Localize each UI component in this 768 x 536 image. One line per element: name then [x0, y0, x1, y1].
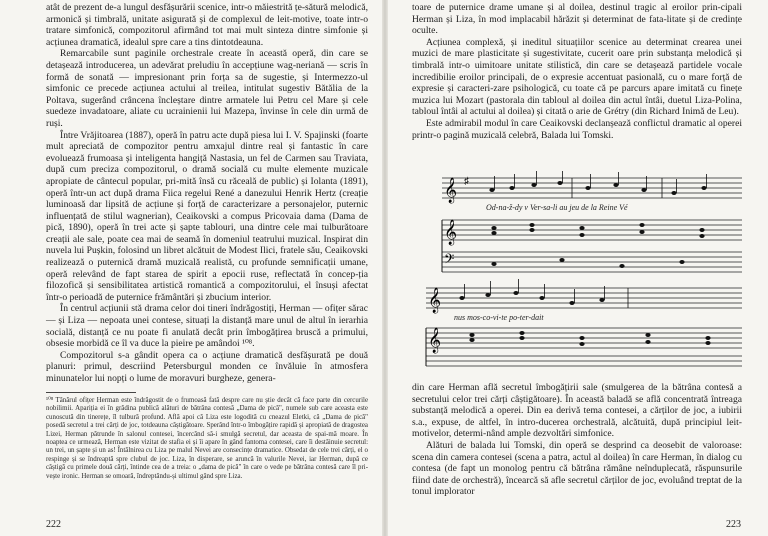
staff-voice-2: [426, 288, 742, 308]
right-page: [388, 0, 768, 536]
score-svg: [412, 170, 744, 370]
staff-piano-treble-1: [442, 220, 742, 240]
treble-clef-icon: 𝄞: [444, 219, 458, 244]
paragraph: În centrul acțiunii stă drama celor doi tineri îndrăgostiți, Herman — ofițer sărac — și Liza — nepoata unei contese, situați la distanță mare unul de altul în ierarhia socială, distanță ce nu poate fi anulată decât prin îmbogățirea bruscă a primului, obsesie morbidă ce îl va duce la pieire pe amândoi ¹⁰⁸.: [46, 303, 368, 350]
staff-piano-bass-2: [426, 356, 742, 366]
treble-clef-icon: 𝄞: [428, 327, 442, 352]
paragraph: Între Vrăjitoarea (1887), operă în patru acte după piesa lui I. V. Spajinski (foarte mult apreciată de compozitor pentru amxajul dintre real și fantastic în care evoluează frumoasa și inteligenta hangiță Nastasia, un fel de Carmen sau Traviata, după cum preciza compozitorul, o dramă socială cu multe elemente muzicale apropiate de cântecul popular, pri-mită însă cu răceală de public) și Iolanta (1891), operă într-un act după drama Fiica regelui René a danezului Henrik Hertz (creație luminoasă dar lipsită de acțiune și forță de caracterizare a personajelor, puternic influențată de stilul wagnerian), Ceaikovski a compus Pricovaia dama (Dama de pică, 1890), operă în trei acte și șapte tablouri, una dintre cele mai tulburătoare creații ale sale, poate cea mai de seamă în domeniul teatrului muzical. Inspirat din nuvela lui Pușkin, folosind un libret alcătuit de Modest Ilici, fratele său, Ceaikovski realizează o puternică dramă muzicală realistă, cu profunde semnificații umane, operă relevând de fapt starea de spirit a epocii ruse, reflectată în concep-ția filozofică și sensibilitatea artistică romantică a compozitorului, el însuși afectat într-o perioadă de puternice frământări și zbucium interior.: [46, 129, 368, 303]
paragraph: Alături de balada lui Tomski, din operă se desprind ca deosebit de valoroase: scena din camera contesei (scena a patra, actul al doilea) în care Herman, în dialog cu contesa (de fapt un monolog pentru că bătrâna rămâne neînduplecată, răspunsurile fiind date de orchestră), încearcă să afle secretul cărților de joc, evoluând treptat de la tonul implorator: [412, 439, 742, 498]
staff-voice-1: [442, 178, 742, 198]
left-page: [0, 0, 382, 536]
piano-chords-2: [426, 328, 711, 366]
right-text-column-bottom: [412, 382, 742, 498]
footnote-rule: [46, 392, 136, 393]
paragraph: Remarcabile sunt paginile orchestrale create în această operă, din care se detașează introducerea, un adevărat preludiu în accepțiune wag-neriană — scris în formă de sonată — impresionant prin forța sa de sugestie, și Intermezzo-ul simfonic ce precede acțiunea actului al treilea, intitulat sugestiv Bătălia de la Poltava, sugerând crâncena încleștare dintre armatele lui Petru cel Mare și cele suedeze invadatoare, aliate cu ucrainienii lui Mazepa, învinse în cele din urmă de ruși.: [46, 48, 368, 129]
footnote: ¹⁰⁸ Tânărul ofițer Herman este îndrăgostit de o frumoasă fată despre care nu știe decât că face parte din cercurile nobilimii. Apariția ei în grădina publică alături de bătrâna contesă „Dama de pică", numele sub care aceasta este cunoscută din tinerețe, îl tulbură profund. Află apoi că Liza este logodită cu cneazul Eletki, că „Dama de pică" posedă secretul a trei cărți de joc, totdeauna câștigătoare. Sperând într-o îmbogățire rapidă și apropiată de dragostea Lizei, Herman pătrunde în salonul contesei, încercând să-i smulgă secretul, dar aceasta de spai-mă moare. În noaptea ce urmează, Herman este vizitat de stafia ei și îi apare în gând fantoma contesei, care îi destăinuie secretul: un trei, un șapte și un as! Întâlnirea cu Liza pe malul Nevei are consecințe dramatice. Obsedat de cele trei cărți, el o respinge și se îndreaptă spre clubul de joc. Liza, în disperare, se aruncă în valurile Nevei, iar Herman, după ce câștigă cu primele două cărți, întinde cea de a treia: o „dama de pică" în care o vede pe bătrâna contesă care îl pri-vește ironic. Herman se omoară, îndreptându-și ultimul gând spre Liza.: [46, 397, 368, 480]
paragraph: atât de prezent de-a lungul desfășurării scenice, intr-o măiestrită țe-sătură melodică, armonică și timbrală, unitate asigurată și de complexul de leit-motive, toate intr-o tratare simfonică, compozitorul afirmând tot mai mult sinteza dintre simfonie și acțiunea dramatică, idealul spre care a tins dintotdeauna.: [46, 2, 368, 48]
paragraph: Compozitorul s-a gândit opera ca o acțiune dramatică desfășurată pe două planuri: primul, descriind Petersburgul monden ce învăluie în atmosfera minunatelor lui nopți o lume de moravuri burgheze, genera-: [46, 349, 368, 384]
paragraph: din care Herman află secretul îmbogățirii sale (smulgerea de la bătrâna contesă a secretului celor trei cărți câștigătoare). În această baladă se află concentrată întreaga substanță melodică a operei. Din ea derivă tema contesei, a cărților de joc, a iubirii s.a., expuse, de altfel, în intro-ducerea orchestrală, alcătuită, după principiul leit-motivelor, determi-nând ample dezvoltări simfonice.: [412, 382, 742, 440]
notes-voice-2: [459, 279, 628, 308]
piano-chords-1: [442, 220, 705, 272]
page-number: 222: [46, 519, 61, 530]
sharp-icon: ♯: [464, 176, 469, 187]
treble-clef-icon: 𝄞: [428, 287, 442, 312]
left-text-column: [46, 2, 368, 385]
staff-piano-bass-1: [442, 252, 742, 272]
lyrics-line: nus mos-co-vi-te po-ter-dait: [454, 313, 544, 322]
lyrics-line: Od-na-ž-dy v Ver-sa-li au jeu de la Reine Vé: [486, 203, 628, 212]
page-number: 223: [726, 519, 741, 530]
footnote-block: [46, 397, 368, 481]
right-text-column-top: [412, 2, 742, 141]
paragraph: toare de puternice drame umane și al doilea, destinul tragic al eroilor prin-cipali Herman și Liza, în mod implacabil hărăzit și determinat de fata-litate și de credințe oculte.: [412, 2, 742, 37]
music-score: [412, 170, 744, 370]
paragraph: Acțiunea complexă, și ineditul situațiilor scenice au determinat crearea unei muzici de mare plasticitate și sugestivitate, cucerit oare prin substanța melodică și timbrală intr-o uimitoare unitate stilistică, din care se detașează partidele vocale incredibilie eroilor principali, de o expresie accentuat pasională, cu o mare forță de expresie și caracteri-zare psihologică, cu toate că pe parcurs apare imitată cu finețe muzica lui Mozart (pastorala din tabloul al doilea din actul întâi, duetul Liza-Polina, tabloul întâi al actului al doilea) și citată o arie de Grétry (din Richard Inimă de Leu).: [412, 36, 742, 118]
notes-voice-1: [489, 171, 706, 198]
bass-clef-icon: 𝄢: [444, 253, 455, 270]
treble-clef-icon: 𝄞: [444, 177, 458, 202]
paragraph: Este admirabil modul în care Ceaikovski declanșează conflictul dramatic al operei printr-o pagină muzicală celebră, Balada lui Tomski.: [412, 117, 742, 141]
